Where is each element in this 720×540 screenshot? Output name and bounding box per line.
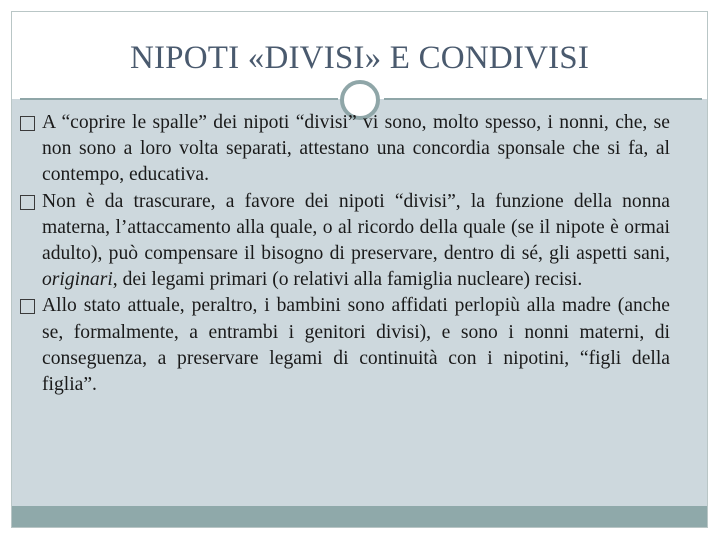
bullet-list [20,110,670,398]
bottom-band [12,506,707,527]
bullet-item [20,293,670,398]
square-bullet-icon [20,116,35,131]
bullet-text-italic: originari [42,269,113,291]
bullet-text: Allo stato attuale, peraltro, i bambini sono affidati perlopiù alla madre (anche se, formalmente, a entrambi i genitori divisi), e sono i nonni materni, di conseguenza, a preservare legami di continuità con i nipotini, “figli della figlia”. [42,295,670,396]
bullet-text-part: , dei legami primari (o relativi alla famiglia nucleare) recisi. [112,269,583,291]
bullet-text-part: Non è da trascurare, a favore dei nipoti “divisi”, la funzione della nonna materna, l’attaccamento alla quale, o al ricordo della quale (se il nipote è ormai adulto), può compensare il bisogno di preservare, dentro di sé, gli aspetti sani, [42,190,670,265]
bullet-item [20,189,670,294]
slide-title: NIPOTI «DIVISI» E CONDIVISI [129,40,590,76]
bullet-item [20,110,670,189]
title-divider-right [384,98,702,100]
bullet-text: A “coprire le spalle” dei nipoti “divisi” vi sono, molto spesso, i nonni, che, se non sono a loro volta separati, attestano una concordia sponsale che si fa, al contempo, educativa. [42,112,670,186]
square-bullet-icon [20,195,35,210]
title-divider-left [20,98,338,100]
square-bullet-icon [20,299,35,314]
